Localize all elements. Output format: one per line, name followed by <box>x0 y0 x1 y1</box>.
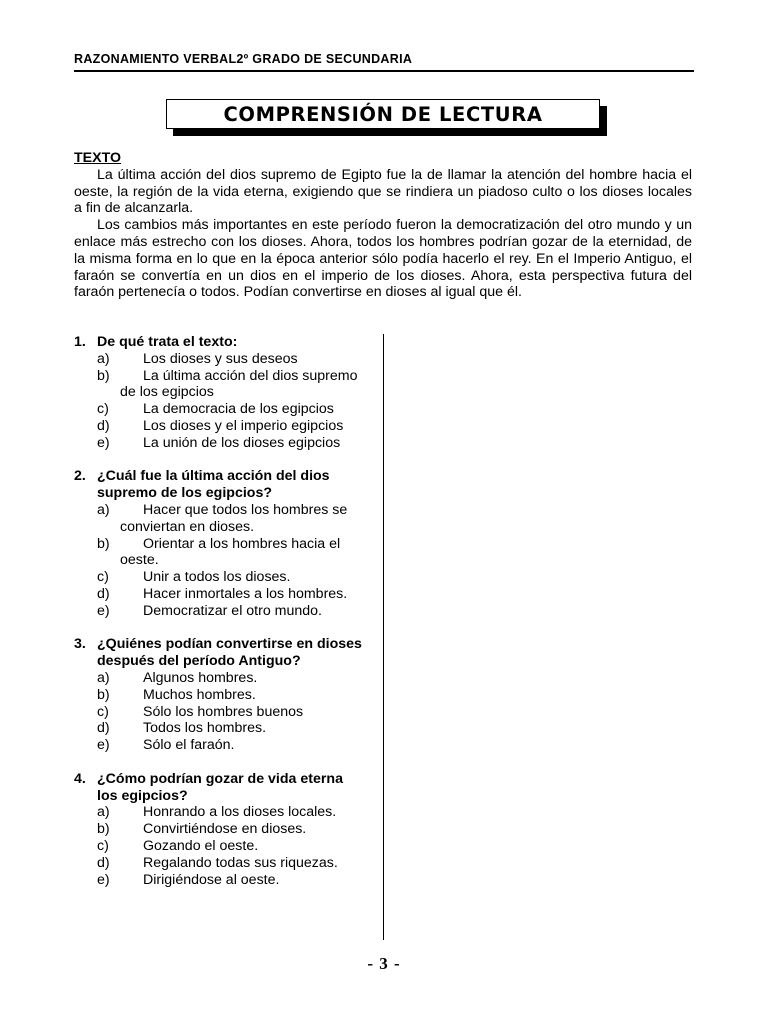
option-text: Dirigiéndose al oeste. <box>143 871 280 888</box>
question-number: 3. <box>74 636 86 653</box>
question-number: 2. <box>74 468 86 485</box>
option-text: Hacer que todos los hombres se conviertan en dioses. <box>120 501 348 535</box>
answer-option <box>74 704 364 721</box>
option-text: Todos los hombres. <box>143 720 267 737</box>
option-text: Democratizar el otro mundo. <box>143 602 322 619</box>
answer-option <box>74 737 364 754</box>
option-letter: c) <box>97 401 109 418</box>
option-text: Los dioses y el imperio egipcios <box>143 417 344 434</box>
option-letter: b) <box>97 821 110 838</box>
option-letter: c) <box>97 837 109 854</box>
column-divider <box>383 334 384 940</box>
option-text: Honrando a los dioses locales. <box>143 804 337 821</box>
option-letter: a) <box>97 804 110 821</box>
option-text: La unión de los dioses egipcios <box>143 434 341 451</box>
option-letter: b) <box>97 367 110 384</box>
option-letter: d) <box>97 854 110 871</box>
option-letter: b) <box>97 535 110 552</box>
answer-option <box>74 855 364 872</box>
option-letter: c) <box>97 569 109 586</box>
page-number: - 3 - <box>367 954 401 973</box>
option-text: Convirtiéndose en dioses. <box>143 821 307 838</box>
header-rule <box>74 70 694 72</box>
option-letter: e) <box>97 737 110 754</box>
option-letter: d) <box>97 585 110 602</box>
question-1 <box>74 334 364 452</box>
option-text: La última acción del dios supremo de los egipcios <box>120 367 358 401</box>
answer-option <box>74 687 364 704</box>
answer-option <box>74 418 364 435</box>
answer-option <box>74 536 364 570</box>
answer-option <box>74 838 364 855</box>
question-4 <box>74 771 364 889</box>
option-text: Algunos hombres. <box>143 669 258 686</box>
passage-label: TEXTO <box>74 150 122 166</box>
answer-option <box>74 586 364 603</box>
question-3 <box>74 636 364 754</box>
option-text: Regalando todas sus riquezas. <box>143 854 338 871</box>
option-text: Hacer inmortales a los hombres. <box>143 585 348 602</box>
answer-option <box>74 821 364 838</box>
answer-option <box>74 368 364 402</box>
passage-paragraph: La última acción del dios supremo de Egipto fue la de llamar la atención del hombre hacia el oeste, la región de la vida eterna, exigiendo que se rindiera un piadoso culto o los dioses locales a fin de alcanzarla. <box>74 166 692 217</box>
question-list <box>74 334 364 905</box>
running-header: RAZONAMIENTO VERBAL2º GRADO DE SECUNDARIA <box>74 52 413 66</box>
option-letter: d) <box>97 417 110 434</box>
option-letter: a) <box>97 669 110 686</box>
option-letter: b) <box>97 686 110 703</box>
option-text: Sólo los hombres buenos <box>143 703 304 720</box>
question-number: 4. <box>74 770 86 787</box>
answer-option <box>74 435 364 452</box>
answer-option <box>74 720 364 737</box>
answer-option <box>74 804 364 821</box>
reading-passage <box>74 150 692 301</box>
passage-paragraph: Los cambios más importantes en este período fueron la democratización del otro mundo y un enlace más estrecho con los dioses. Ahora, todos los hombres podrían gozar de la eternidad, de la misma forma en lo que en la época anterior sólo podía hacerlo el rey. En el Imperio Antiguo, el faraón se convertía en un dios en el imperio de los dioses. Ahora, esta perspectiva futura del faraón pertenecía o todos. Podían convertirse en dioses al igual que él. <box>74 217 692 301</box>
option-text: Muchos hombres. <box>143 686 256 703</box>
answer-option <box>74 351 364 368</box>
answer-option <box>74 670 364 687</box>
question-stem: ¿Quiénes podían convertirse en dioses después del período Antiguo? <box>97 636 362 670</box>
page-title: COMPRENSIÓN DE LECTURA <box>223 102 543 126</box>
answer-option <box>74 401 364 418</box>
option-text: Gozando el oeste. <box>143 837 259 854</box>
option-letter: a) <box>97 501 110 518</box>
answer-option <box>74 603 364 620</box>
option-text: Orientar a los hombres hacia el oeste. <box>120 535 341 569</box>
answer-option <box>74 502 364 536</box>
answer-option <box>74 569 364 586</box>
option-letter: e) <box>97 871 110 888</box>
option-letter: d) <box>97 720 110 737</box>
option-text: La democracia de los egipcios <box>143 401 334 418</box>
option-letter: c) <box>97 703 109 720</box>
option-letter: e) <box>97 434 110 451</box>
answer-option <box>74 872 364 889</box>
option-text: Unir a todos los dioses. <box>143 569 291 586</box>
option-text: Sólo el faraón. <box>143 737 235 754</box>
question-stem: ¿Cómo podrían gozar de vida eterna los egipcios? <box>97 770 343 804</box>
option-text: Los dioses y sus deseos <box>143 350 298 367</box>
question-2 <box>74 468 364 619</box>
question-stem: De qué trata el texto: <box>97 334 238 350</box>
option-letter: a) <box>97 350 110 367</box>
title-box <box>166 99 600 129</box>
question-stem: ¿Cuál fue la última acción del dios supremo de los egipcios? <box>97 468 330 502</box>
question-number: 1. <box>74 334 86 350</box>
option-letter: e) <box>97 602 110 619</box>
